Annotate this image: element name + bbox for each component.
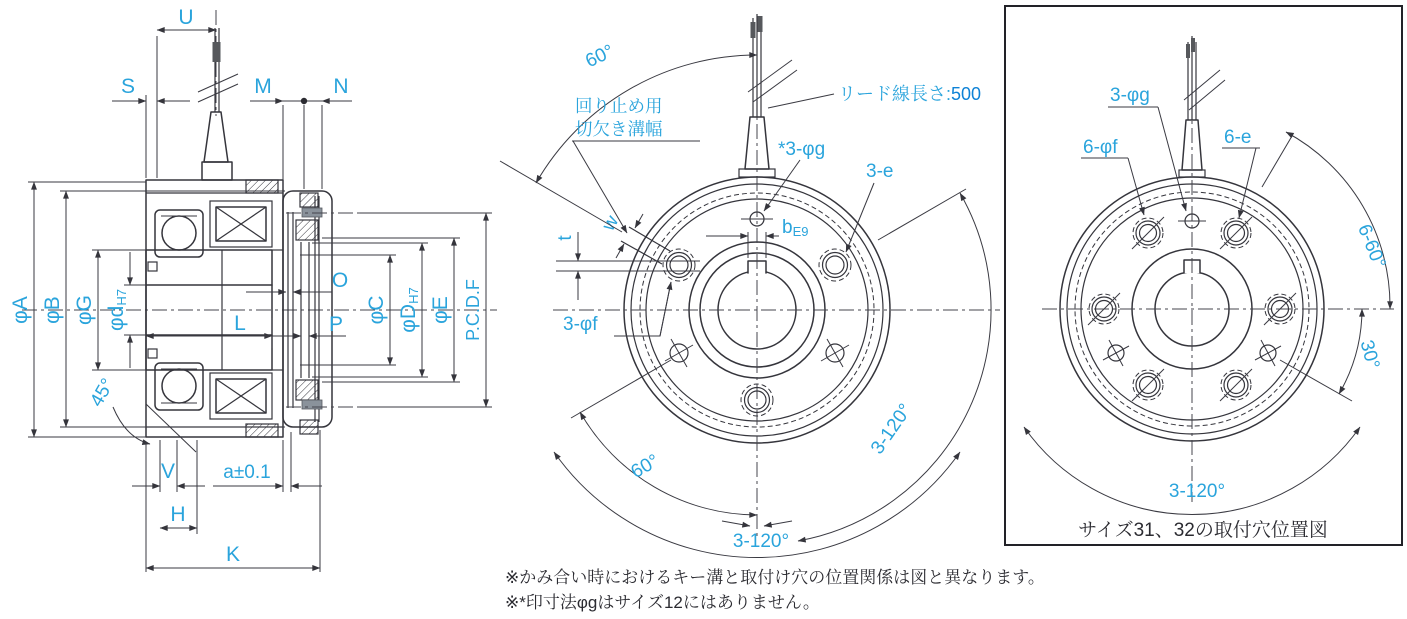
angle-120-bottom: 3-120° (1168, 481, 1226, 502)
angle-120-right: 3-120° (867, 400, 917, 459)
rotor-hatch-bottom (246, 424, 278, 437)
notes (505, 568, 1045, 612)
dim-label-n: N (333, 75, 349, 98)
dim-label-k: K (225, 543, 241, 566)
dim-label-phi-b: φB (41, 296, 64, 324)
dim-label-o: O (331, 269, 349, 292)
cross-section-view (9, 6, 497, 572)
angle-120-bottom: 3-120° (732, 531, 790, 552)
dim-label-b-e9: bE9 (782, 217, 809, 239)
label-6-phi-f: 6-φf (1083, 137, 1118, 158)
label-3-e: 3-e (866, 161, 894, 182)
dim-label-t: t (555, 235, 576, 241)
note-line1: ※かみ合い時におけるキー溝と取付け穴の位置関係は図と異なります。 (505, 568, 1045, 587)
dim-label-phi-d: φdH7 (105, 289, 129, 331)
anti-rotation-slot (621, 227, 670, 264)
size31-32-view (1005, 6, 1402, 545)
coil-bottom (210, 373, 272, 419)
dim-label-phi-g: φG (73, 295, 96, 325)
angle-60-top: 60° (582, 40, 618, 73)
angle-60-bottom: 60° (627, 450, 663, 483)
label-3-phi-f: 3-φf (563, 314, 598, 335)
flange-bolt-bottom (302, 400, 322, 409)
dim-label-u: U (178, 6, 194, 29)
dim-label-pcdf: P.C.D.F (463, 279, 483, 341)
note-line2: ※*印寸法φgはサイズ12にはありません。 (505, 593, 820, 612)
lead-wire-tip (213, 42, 221, 62)
dim-label-a-tol: a±0.1 (223, 462, 271, 483)
angle-6-60: 6-60° (1353, 221, 1390, 272)
label-lead-wire-length: リード線長さ:500 (838, 84, 982, 104)
lead-wire-grommet (204, 112, 228, 162)
panel-caption: サイズ31、32の取付穴位置図 (1078, 520, 1328, 541)
label-notch-line2: 切欠き溝幅 (575, 119, 663, 139)
dim-label-v: V (160, 460, 176, 483)
dim-label-l: L (234, 312, 246, 335)
angle-30: 30° (1355, 338, 1384, 372)
label-3-phi-g: 3-φg (1110, 85, 1150, 106)
label-6-e: 6-e (1224, 127, 1252, 148)
dim-label-m: M (254, 75, 272, 98)
front-view (500, 14, 1000, 558)
label-notch-line1: 回り止め用 (575, 96, 663, 116)
terminal-boss (202, 162, 232, 180)
dim-label-45deg: 45° (86, 375, 119, 411)
dim-label-phi-e: φE (429, 296, 452, 324)
coil-top (210, 201, 272, 247)
dim-label-h: H (170, 503, 186, 526)
dim-label-w: w (598, 212, 624, 235)
dim-label-phi-c: φC (365, 295, 388, 325)
dim-label-s: S (120, 75, 136, 98)
dim-label-phi-a: φA (9, 296, 32, 324)
dim-label-p: P (328, 313, 344, 336)
label-3-phi-g: *3-φg (778, 139, 826, 160)
dim-label-phi-cap-d: φDH7 (397, 287, 421, 333)
lead-wire (1179, 36, 1225, 177)
